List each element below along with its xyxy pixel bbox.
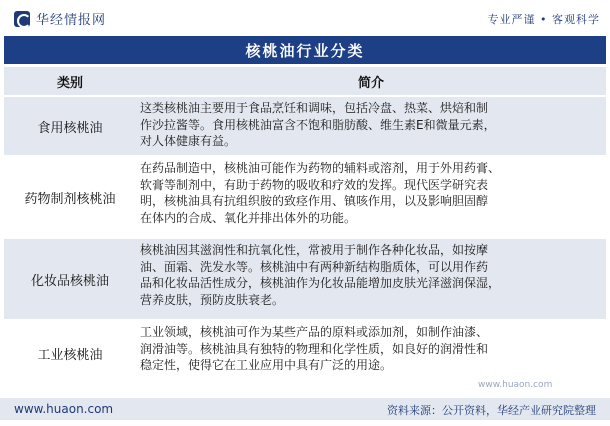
slogan: 专业严谨 • 客观科学	[487, 13, 600, 26]
row-description	[136, 97, 606, 155]
row-description	[136, 239, 606, 319]
brand	[14, 9, 106, 28]
description-line: 对人体健康有益。	[140, 134, 237, 148]
description-line: 这类核桃油主要用于食品烹饪和调味，包括冷盘、热菜、烘焙和制	[140, 101, 489, 115]
table-row	[4, 97, 606, 155]
classification-table	[4, 67, 606, 385]
table-row	[4, 321, 606, 385]
header-description: 简介	[357, 75, 384, 91]
row-category: 食用核桃油	[37, 120, 103, 136]
header-category: 类别	[56, 75, 83, 91]
table-row	[4, 239, 606, 319]
description-line: 润滑油等。核桃油具有独特的物理和化学性质，如良好的润滑性和	[140, 341, 489, 356]
description-line: 核桃油因其滋润性和抗氧化性，常被用于制作各种化妆品，如按摩	[140, 243, 489, 257]
watermark: www.huaon.com	[478, 380, 553, 390]
description-line: 作沙拉酱等。食用核桃油富含不饱和脂肪酸、维生素E和微量元素，	[140, 117, 496, 132]
description-line: 品和化妆品活性成分，核桃油作为化妆品能增加皮肤光泽滋润保湿，	[140, 276, 501, 290]
page-title: 核桃油行业分类	[245, 41, 365, 60]
description-line: 营养皮肤，预防皮肤衰老。	[140, 292, 285, 307]
description-line: 软膏等制剂中，有助于药物的吸收和疗效的发挥。现代医学研究表	[140, 177, 489, 192]
table-row	[4, 157, 606, 237]
description-line: 在药品制造中，核桃油可能作为药物的辅料或溶剂，用于外用药膏、	[140, 161, 501, 175]
description-line: 明，核桃油具有抗组织胺的致痉作用、镇咳作用，以及影响胆固醇	[140, 194, 489, 208]
description-line: 工业领域，核桃油可作为某些产品的原料或添加剂，如制作油漆、	[140, 325, 489, 339]
row-description	[136, 321, 606, 385]
description-line: 在体内的合成、氧化并排出体外的功能。	[140, 210, 357, 225]
title-bar	[4, 36, 606, 64]
footer-bar	[0, 398, 610, 420]
top-bar	[0, 0, 610, 36]
row-category: 药物制剂核桃油	[24, 191, 116, 207]
brand-name: 华经情报网	[36, 13, 107, 28]
row-category: 工业核桃油	[37, 347, 103, 363]
data-source: 资料来源：公开资料，华经产业研究院整理	[387, 404, 596, 417]
row-description	[136, 157, 606, 237]
table-header	[4, 67, 606, 95]
description-line: 油、面霜、洗发水等。核桃油中有两种新结构脂质体，可以用作药	[140, 259, 489, 274]
row-category: 化妆品核桃油	[30, 273, 109, 289]
huajing-logo-icon	[14, 11, 30, 27]
description-line: 稳定性，使得它在工业应用中具有广泛的用途。	[140, 358, 393, 372]
website-link[interactable]: www.huaon.com	[14, 402, 114, 416]
